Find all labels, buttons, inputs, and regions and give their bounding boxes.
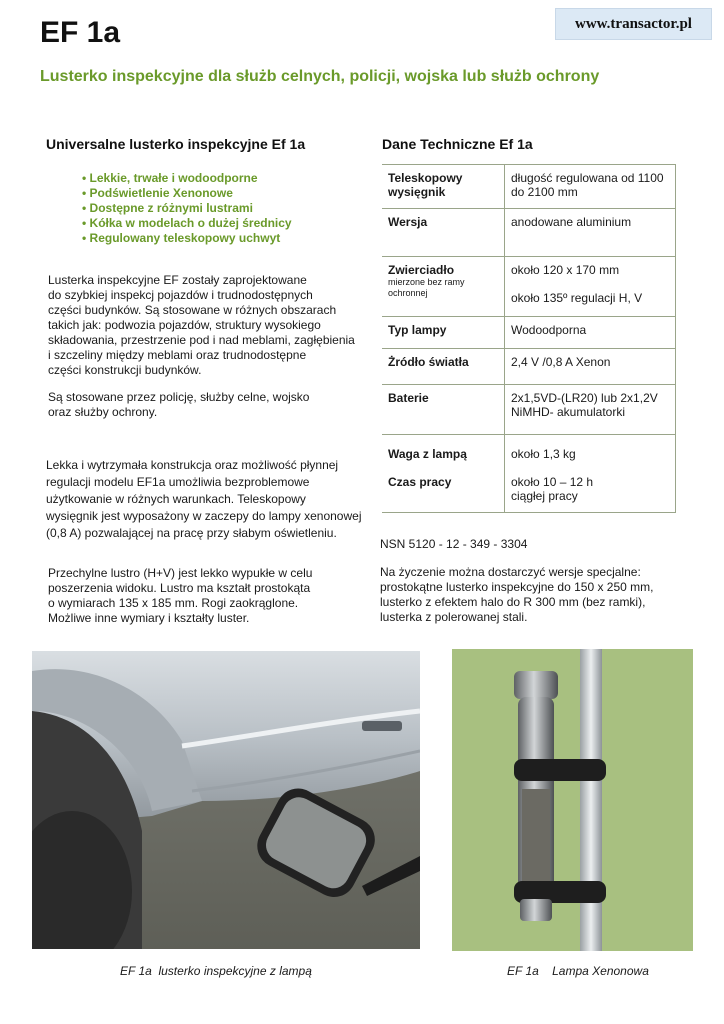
feature-item: • Lekkie, trwałe i wodoodporne	[82, 171, 258, 185]
table-row	[382, 165, 676, 209]
page-title: EF 1a	[40, 16, 121, 49]
spec-value: 2,4 V /0,8 A Xenon	[505, 349, 676, 385]
table-row	[382, 317, 676, 349]
spec-note: mierzone bez ramy ochronnej	[388, 277, 465, 298]
spec-value: długość regulowana od 1100 do 2100 mm	[505, 165, 676, 209]
caption-left: EF 1a lusterko inspekcyjne z lampą	[120, 964, 312, 978]
spec-key: Waga z lampą Czas pracy	[382, 435, 505, 513]
spec-key: Typ lampy	[382, 317, 505, 349]
tech-spec-table	[382, 164, 676, 513]
feature-item: • Podświetlenie Xenonowe	[82, 186, 233, 200]
spec-value: 2x1,5VD-(LR20) lub 2x1,2V NiMHD- akumulatorki	[505, 385, 676, 435]
construction-paragraph: Lekka i wytrzymała konstrukcja oraz możliwość płynnej regulacji modelu EF1a umożliwia bezproblemowe użytkowanie w różnych warunkach. Teleskopowy wysięgnik jest wyposażony w zaczepy do lampy xenonowej (0,8 A) pozwalającej na pracę przy słabym oświetleniu.	[46, 458, 362, 540]
spec-key: Żródło światła	[382, 349, 505, 385]
feature-item: • Dostępne z różnymi lustrami	[82, 201, 253, 215]
left-heading: Universalne lusterko inspekcyjne Ef 1a	[46, 136, 306, 152]
spec-value: anodowane aluminium	[505, 209, 676, 257]
table-row	[382, 209, 676, 257]
table-row	[382, 349, 676, 385]
car-mirror-photo	[32, 651, 420, 949]
spec-value: Wodoodporna	[505, 317, 676, 349]
feature-item: • Regulowany teleskopowy uchwyt	[82, 231, 281, 245]
description-paragraph: Lusterka inspekcyjne EF zostały zaprojektowane do szybkiej inspekcj pojazdów i trudnodostępnych części budynków. Są stosowane w różnych obszarach takich jak: podwozia pojazdów, struktury wysokiego składowania, przestrzenie pod i nad meblami, zagłębienia i szczeliny między meblami oraz trudnodostępne części konstrukcji budynków.	[48, 273, 355, 377]
special-versions: Na życzenie można dostarczyć wersje specjalne: prostokątne lusterko inspekcyjne do 150 x 250 mm, lusterko z efektem halo do R 300 mm (bez ramki), lusterka z polerowanej stali.	[380, 565, 654, 624]
xenon-lamp-photo	[452, 649, 693, 951]
nsn-number: NSN 5120 - 12 - 349 - 3304	[380, 537, 528, 551]
spec-key: Baterie	[382, 385, 505, 435]
mirror-paragraph: Przechylne lustro (H+V) jest lekko wypukłe w celu poszerzenia widoku. Lustro ma kształt prostokąta o wymiarach 135 x 185 mm. Rogi zaokrąglone. Możliwe inne wymiary i kształty luster.	[48, 566, 313, 625]
spec-key: Teleskopowy wysięgnik	[382, 165, 505, 209]
table-row	[382, 385, 676, 435]
website-link[interactable]: www.transactor.pl	[555, 8, 712, 40]
spec-key: Wersja	[382, 209, 505, 257]
tech-heading: Dane Techniczne Ef 1a	[382, 136, 533, 152]
feature-list	[82, 171, 292, 246]
usage-paragraph: Są stosowane przez policję, służby celne, wojsko oraz służby ochrony.	[48, 390, 310, 419]
table-row	[382, 257, 676, 317]
spec-value: około 120 x 170 mm około 135º regulacji H, V	[505, 257, 676, 317]
spec-key: Zwierciadło mierzone bez ramy ochronnej	[382, 257, 505, 317]
spec-value: około 1,3 kg około 10 – 12 h ciągłej pracy	[505, 435, 676, 513]
caption-right: EF 1a Lampa Xenonowa	[507, 964, 649, 978]
feature-item: • Kółka w modelach o dużej średnicy	[82, 216, 292, 230]
page-subtitle: Lusterko inspekcyjne dla służb celnych, policji, wojska lub służb ochrony	[40, 68, 600, 85]
table-row	[382, 435, 676, 513]
